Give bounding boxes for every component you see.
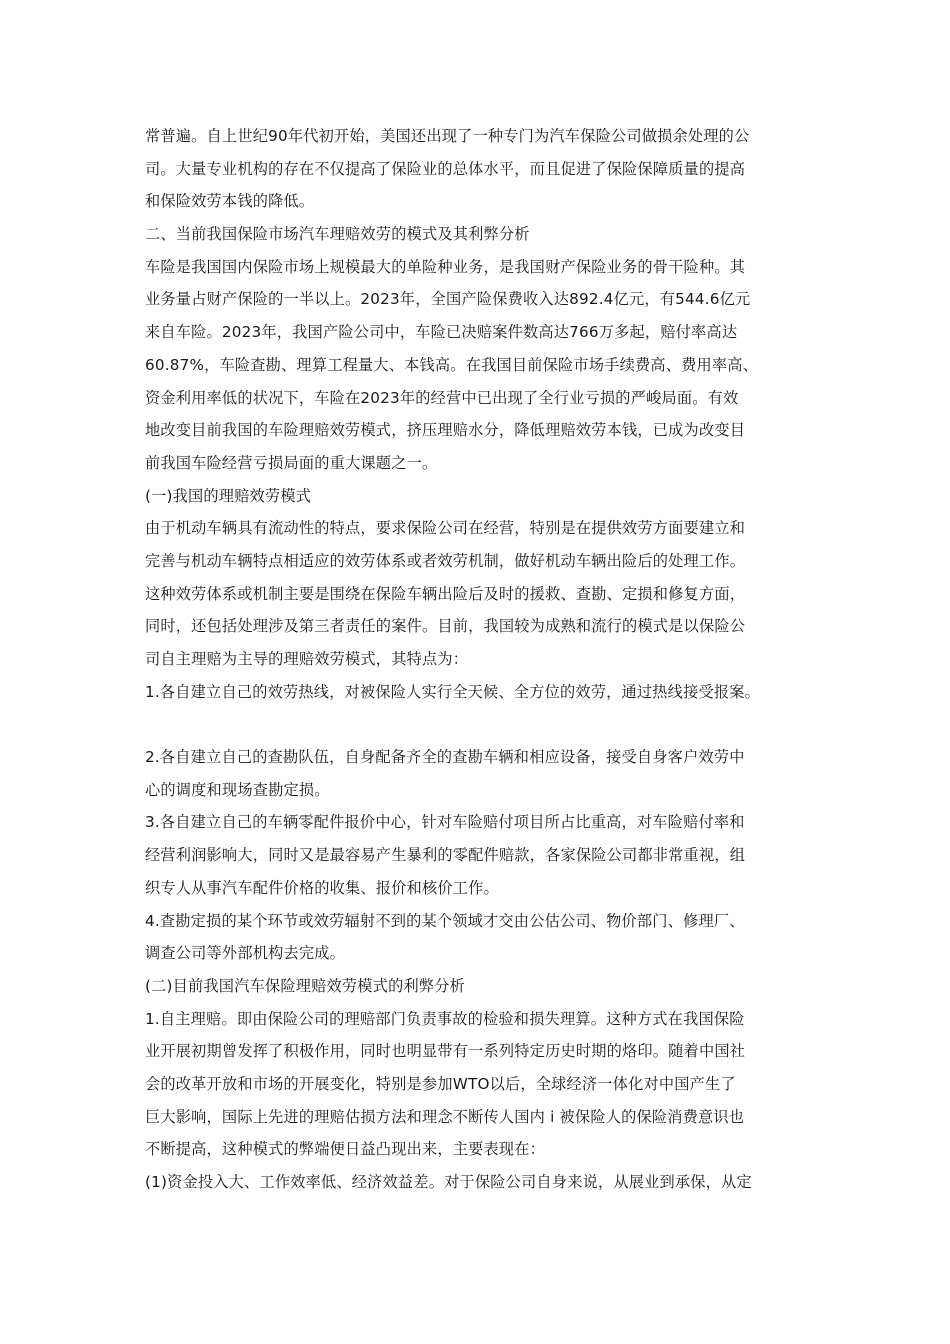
list-item: 3.各自建立自己的车辆零配件报价中心，针对车险赔付项目所占比重高，对车险赔付率和 <box>145 813 745 832</box>
text-line: 完善与机动车辆特点相适应的效劳体系或者效劳机制，做好机动车辆出险后的处理工作。 <box>145 551 746 570</box>
list-item: 2.各自建立自己的查勘队伍，自身配备齐全的查勘车辆和相应设备，接受自身客户效劳中 <box>145 748 745 767</box>
subsection-heading: (一)我国的理赔效劳模式 <box>145 486 312 505</box>
list-item: (1)资金投入大、工作效率低、经济效益差。对于保险公司自身来说，从展业到承保，从定 <box>145 1173 752 1191</box>
list-item: 4.查勘定损的某个环节或效劳辐射不到的某个领域才交由公估公司、物价部门、修理厂、 <box>145 911 745 930</box>
text-line: 司自主理赔为主导的理赔效劳模式，其特点为： <box>145 650 469 668</box>
text-line: 业开展初期曾发挥了积极作用，同时也明显带有一系列特定历史时期的烙印。随着中国社 <box>145 1042 746 1061</box>
text-line: 织专人从事汽车配件价格的收集、报价和核价工作。 <box>145 878 499 897</box>
text-line: 司。大量专业机构的存在不仅提高了保险业的总体水平，而且促进了保险保障质量的提高 <box>145 159 746 178</box>
text-line: 会的改革开放和市场的开展变化，特别是参加WTO以后，全球经济一体化对中国产生了 <box>145 1074 736 1093</box>
text-line: 不断提高，这种模式的弊端便日益凸现出来，主要表现在： <box>145 1140 546 1159</box>
text-line: 60.87%，车险查勘、理算工程量大、本钱高。在我国目前保险市场手续费高、费用率高、 <box>145 355 759 374</box>
document-body <box>145 120 810 1199</box>
list-item: 1.自主理赔。即由保险公司的理赔部门负责事故的检验和损失理算。这种方式在我国保险 <box>145 1009 745 1028</box>
text-line: 经营利润影响大，同时又是最容易产生暴利的零配件赔款，各家保险公司都非常重视，组 <box>145 846 746 865</box>
blank-line <box>145 708 810 741</box>
text-line: 来自车险。2023年，我国产险公司中，车险已决赔案件数高达766万多起，赔付率高达 <box>145 323 738 342</box>
text-line: 地改变目前我国的车险理赔效劳模式，挤压理赔水分，降低理赔效劳本钱，已成为改变目 <box>145 421 746 440</box>
text-line: 调查公司等外部机构去完成。 <box>145 944 346 963</box>
text-line: 同时，还包括处理涉及第三者责任的案件。目前，我国较为成熟和流行的模式是以保险公 <box>145 617 746 636</box>
text-line: 由于机动车辆具有流动性的特点，要求保险公司在经营，特别是在提供效劳方面要建立和 <box>145 519 746 538</box>
text-line: 资金利用率低的状况下，车险在2023年的经营中已出现了全行业亏损的严峻局面。有效 <box>145 388 739 407</box>
section-heading: 二、当前我国保险市场汽车理赔效劳的模式及其利弊分析 <box>145 225 530 244</box>
text-line: 心的调度和现场查勘定损。 <box>145 780 330 799</box>
text-line: 常普遍。自上世纪90年代初开始，美国还出现了一种专门为汽车保险公司做损余处理的公 <box>145 127 750 145</box>
text-line: 业务量占财产保险的一半以上。2023年，全国产险保费收入达892.4亿元，有544.6亿元 <box>145 290 751 309</box>
text-line: 和保险效劳本钱的降低。 <box>145 192 315 211</box>
list-item: 1.各自建立自己的效劳热线，对被保险人实行全天候、全方位的效劳，通过热线接受报案。 <box>145 682 761 701</box>
subsection-heading: (二)目前我国汽车保险理赔效劳模式的利弊分析 <box>145 976 466 995</box>
text-line: 这种效劳体系或机制主要是围绕在保险车辆出险后及时的援救、查勘、定损和修复方面， <box>145 584 746 603</box>
text-line: 前我国车险经营亏损局面的重大课题之一。 <box>145 453 438 472</box>
text-line: 巨大影响，国际上先进的理赔估损方法和理念不断传人国内 i 被保险人的保险消费意识也 <box>145 1107 745 1126</box>
text-line: 车险是我国国内保险市场上规模最大的单险种业务，是我国财产保险业务的骨干险种。其 <box>145 257 746 276</box>
